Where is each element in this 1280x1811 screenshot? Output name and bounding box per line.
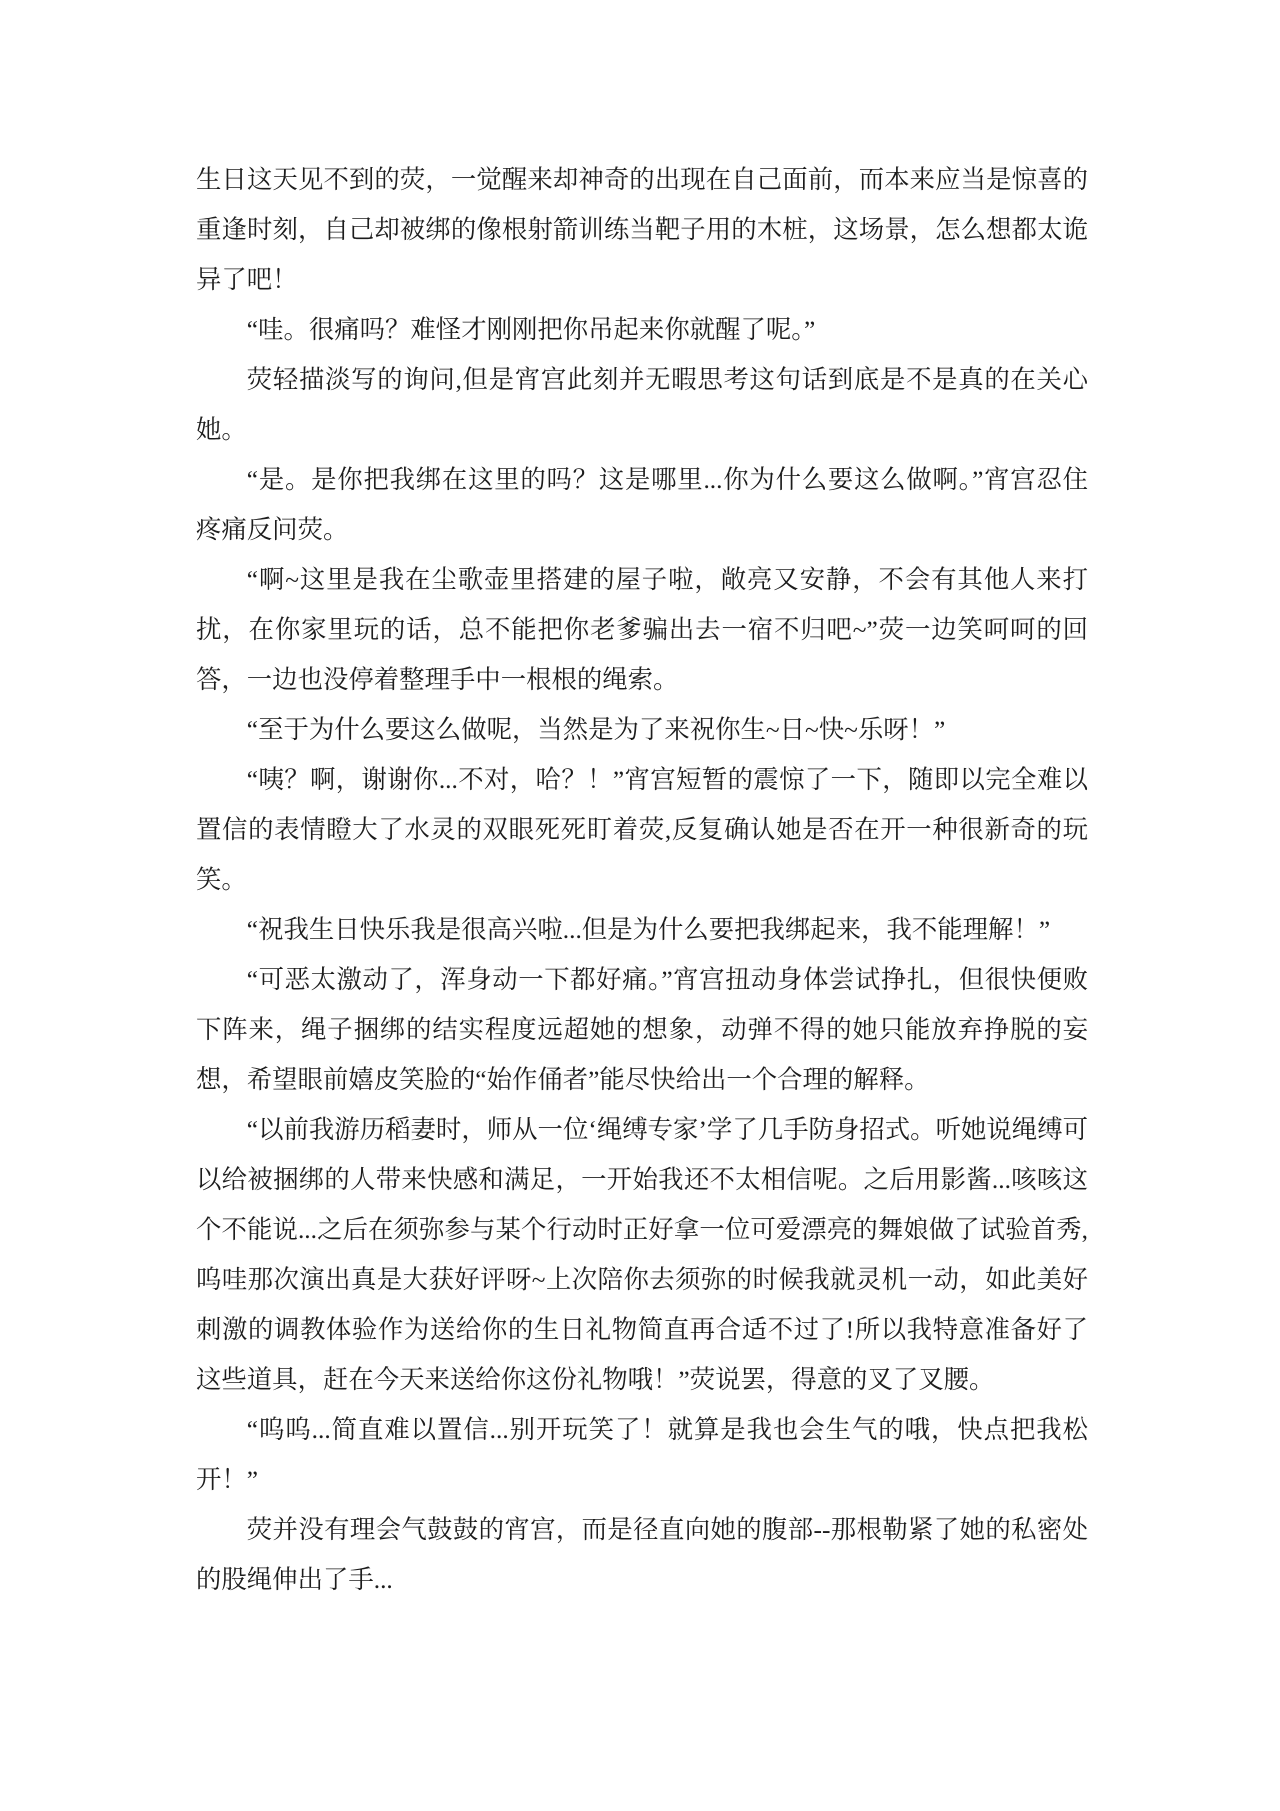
paragraph: “呜呜...简直难以置信...别开玩笑了！就算是我也会生气的哦，快点把我松开！” [196, 1416, 1088, 1494]
paragraph: 荧并没有理会气鼓鼓的宵宫，而是径直向她的腹部--那根勒紧了她的私密处的股绳伸出了手... [196, 1516, 1088, 1594]
paragraph: “啊~这里是我在尘歌壶里搭建的屋子啦，敞亮又安静，不会有其他人来打扰，在你家里玩的话，总不能把你老爹骗出去一宿不归吧~”荧一边笑呵呵的回答，一边也没停着整理手中一根根的绳索。 [196, 566, 1088, 694]
paragraph: 荧轻描淡写的询问,但是宵宫此刻并无暇思考这句话到底是不是真的在关心她。 [196, 366, 1088, 444]
paragraph: “可恶太激动了，浑身动一下都好痛。”宵宫扭动身体尝试挣扎，但很快便败下阵来，绳子捆绑的结实程度远超她的想象，动弹不得的她只能放弃挣脱的妄想，希望眼前嬉皮笑脸的“始作俑者”能尽快给出一个合理的解释。 [196, 966, 1088, 1094]
paragraph: “是。是你把我绑在这里的吗？这是哪里...你为什么要这么做啊。”宵宫忍住疼痛反问荧。 [196, 466, 1088, 544]
paragraph: “祝我生日快乐我是很高兴啦...但是为什么要把我绑起来，我不能理解！” [246, 916, 1051, 944]
paragraph: “咦？啊，谢谢你...不对，哈？！”宵宫短暂的震惊了一下，随即以完全难以置信的表情瞪大了水灵的双眼死死盯着荧,反复确认她是否在开一种很新奇的玩笑。 [196, 766, 1088, 894]
story-text [196, 155, 1088, 1605]
paragraph: “以前我游历稻妻时，师从一位‘绳缚专家’学了几手防身招式。听她说绳缚可以给被捆绑的人带来快感和满足，一开始我还不太相信呢。之后用影酱...咳咳这个不能说...之后在须弥参与某个行动时正好拿一位可爱漂亮的舞娘做了试验首秀,呜哇那次演出真是大获好评呀~上次陪你去须弥的时候我就灵机一动，如此美好刺激的调教体验作为送给你的生日礼物简直再合适不过了!所以我特意准备好了这些道具，赶在今天来送给你这份礼物哦！”荧说罢，得意的叉了叉腰。 [196, 1116, 1088, 1394]
paragraph: 生日这天见不到的荧，一觉醒来却神奇的出现在自己面前，而本来应当是惊喜的重逢时刻，自己却被绑的像根射箭训练当靶子用的木桩，这场景，怎么想都太诡异了吧！ [196, 166, 1088, 294]
paragraph: “哇。很痛吗？难怪才刚刚把你吊起来你就醒了呢。” [246, 316, 816, 344]
paragraph: “至于为什么要这么做呢，当然是为了来祝你生~日~快~乐呀！” [246, 716, 946, 744]
